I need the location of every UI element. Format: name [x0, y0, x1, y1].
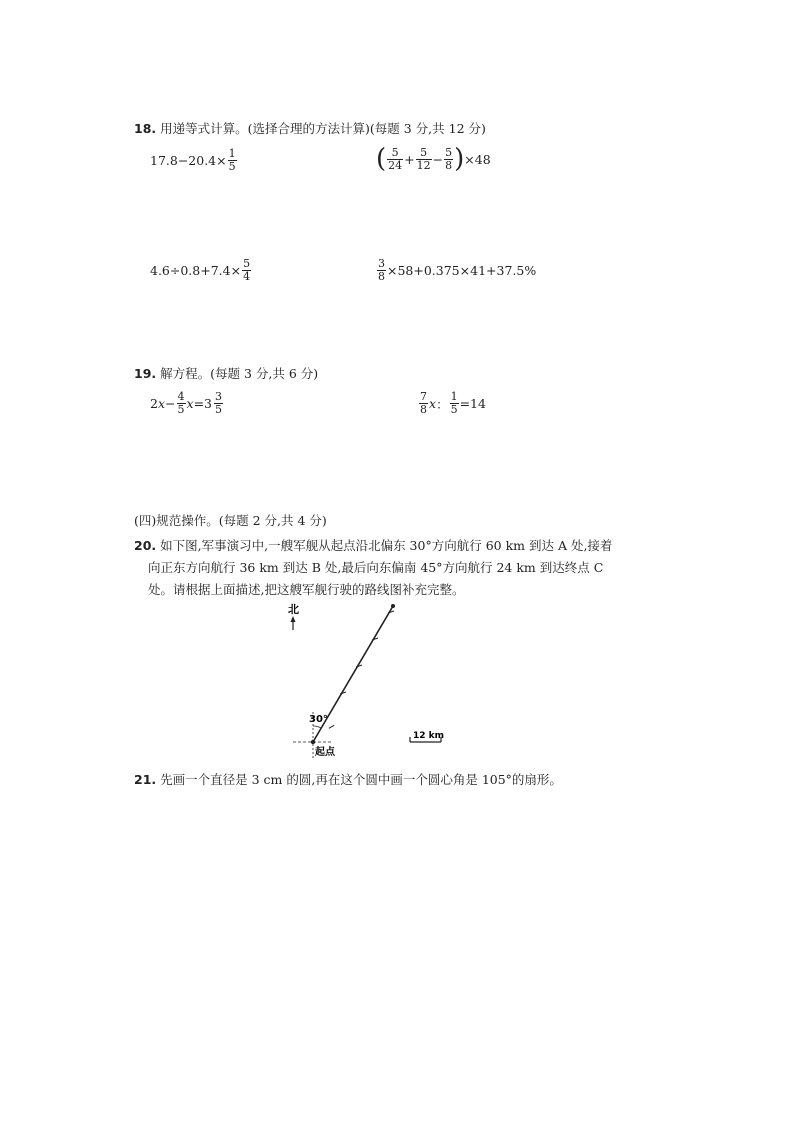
scale-tick	[329, 725, 334, 728]
expr-text: =3	[193, 396, 212, 411]
expr-text: =14	[459, 396, 486, 411]
open-paren: (	[376, 144, 387, 174]
q20-text: 如下图,军事演习中,一艘军舰从起点沿北偏东 30°方向航行 60 km 到达 A 处,接着	[160, 538, 613, 553]
q21-text: 先画一个直径是 3 cm 的圆,再在这个圆中画一个圆心角是 105°的扇形。	[160, 772, 562, 787]
scale-label: 12 km	[413, 731, 445, 741]
route-diagram	[280, 600, 460, 765]
q21-number: 21.	[134, 772, 157, 787]
q18-expression-2	[376, 146, 491, 172]
fraction: $\frac{4}{5}$	[177, 390, 185, 416]
q19-equation-2	[418, 391, 486, 416]
fraction: $\frac{5}{12}$	[416, 145, 431, 172]
north-label: 北	[288, 603, 299, 616]
q18-heading	[134, 119, 486, 139]
q20-number: 20.	[134, 538, 157, 553]
q18-expression-4	[376, 258, 536, 283]
mixed-fraction-part: $\frac{3}{5}$	[215, 390, 222, 416]
minus-sign: −	[432, 151, 444, 167]
point-a-marker	[391, 604, 395, 608]
q18-expression-3	[150, 258, 252, 283]
q19-heading	[134, 364, 318, 384]
variable-x: x	[157, 396, 166, 411]
expr-text: ×48	[464, 151, 491, 167]
angle-arc	[313, 726, 321, 728]
q20-line-3: 处。请根据上面描述,把这艘军舰行驶的路线图补充完整。	[148, 582, 465, 597]
expr-text: 4.6÷0.8+7.4×	[150, 263, 242, 278]
variable-x: x	[429, 396, 437, 411]
expr-text: ×58+0.375×41+37.5%	[387, 263, 537, 278]
start-label: 起点	[315, 747, 335, 758]
fraction: $\frac{5}{8}$	[445, 145, 453, 172]
fraction: $\frac{1}{5}$	[228, 147, 236, 173]
fraction: $\frac{3}{8}$	[378, 257, 385, 283]
fraction: $\frac{5}{24}$	[388, 145, 403, 172]
expr-text: 17.8−20.4×	[150, 153, 227, 168]
section-4-heading: (四)规范操作。(每题 2 分,共 4 分)	[134, 513, 327, 528]
minus-sign: −	[165, 396, 176, 411]
q21-heading	[134, 770, 562, 790]
north-arrow-icon	[291, 616, 296, 622]
angle-label: 30°	[309, 714, 328, 725]
q19-equation-1	[150, 391, 224, 416]
plus-sign: +	[404, 151, 415, 167]
variable-x: x	[186, 396, 194, 411]
start-point-marker	[311, 740, 315, 744]
close-paren: )	[454, 144, 465, 174]
fraction: $\frac{1}{5}$	[450, 390, 458, 416]
q19-instruction: 解方程。(每题 3 分,共 6 分)	[160, 366, 319, 381]
fraction: $\frac{7}{8}$	[420, 390, 427, 416]
expr-text: 2	[150, 396, 158, 411]
q20-line-2: 向正东方向航行 36 km 到达 B 处,最后向东偏南 45°方向航行 24 km 到达终点 C	[148, 560, 604, 575]
q19-number: 19.	[134, 366, 157, 381]
q20-line-1	[134, 536, 612, 556]
ratio-colon: ：	[436, 396, 449, 412]
q18-instruction: 用递等式计算。(选择合理的方法计算)(每题 3 分,共 12 分)	[160, 121, 486, 136]
q18-expression-1	[150, 148, 238, 173]
q18-number: 18.	[134, 121, 157, 136]
fraction: $\frac{5}{4}$	[243, 257, 251, 283]
